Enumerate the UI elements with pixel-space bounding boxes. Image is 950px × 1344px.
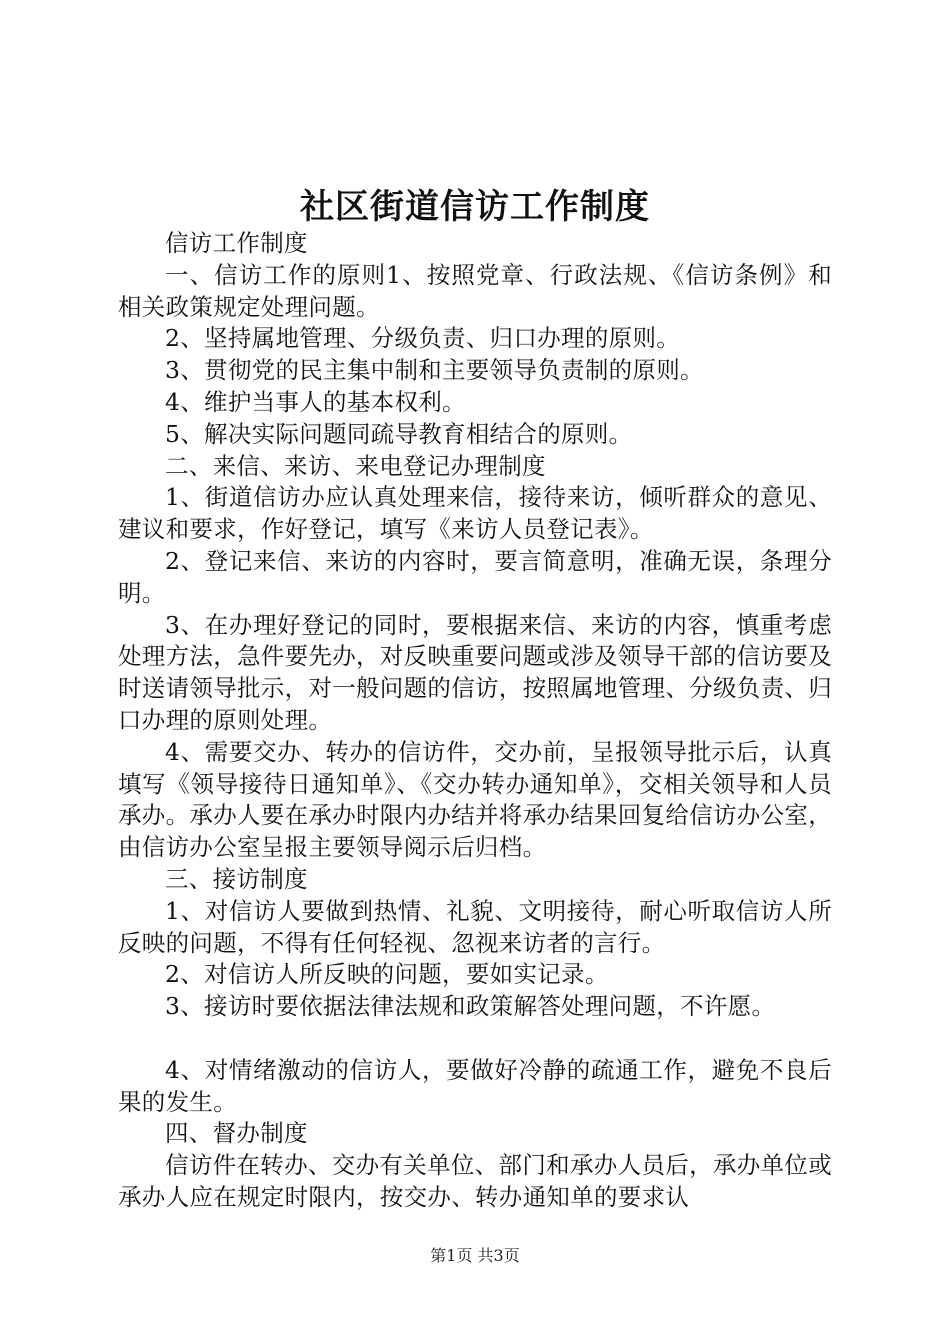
section-heading: 信访工作制度 <box>165 229 308 257</box>
page-number: 第1页 共3页 <box>430 1246 520 1265</box>
paragraph: 1、对信访人要做到热情、礼貌、文明接待，耐心听取信访人所反映的问题，不得有任何轻视、忽视来访者的言行。 <box>118 896 832 957</box>
paragraph: 3、在办理好登记的同时，要根据来信、来访的内容，慎重考虑处理方法，急件要先办，对反映重要问题或涉及领导干部的信访要及时送请领导批示，对一般问题的信访，按照属地管理、分级负责、归口办理的原则处理。 <box>118 610 832 734</box>
paragraph: 2、登记来信、来访的内容时，要言简意明，准确无误，条理分明。 <box>118 546 832 607</box>
paragraph: 2、坚持属地管理、分级负责、归口办理的原则。 <box>165 324 681 353</box>
section-heading: 四、督办制度 <box>165 1119 308 1148</box>
paragraph: 1、街道信访办应认真处理来信，接待来访，倾听群众的意见、建议和要求，作好登记，填写《来访人员登记表》。 <box>118 483 832 544</box>
paragraph: 信访件在转办、交办有关单位、部门和承办人员后，承办单位或承办人应在规定时限内，按交办、转办通知单的要求认 <box>118 1151 832 1211</box>
paragraph: 2、对信访人所反映的问题，要如实记录。 <box>165 960 609 989</box>
paragraph: 4、需要交办、转办的信访件，交办前，呈报领导批示后，认真填写《领导接待日通知单》、《交办转办通知单》，交相关领导和人员承办。承办人要在承办时限内办结并将承办结果回复给信访办公室，由信访办公室呈报主要领导阅示后归档。 <box>118 737 832 862</box>
paragraph: 4、对情绪激动的信访人，要做好冷静的疏通工作，避免不良后果的发生。 <box>118 1055 832 1116</box>
section-heading: 二、来信、来访、来电登记办理制度 <box>165 451 546 480</box>
paragraph: 3、接访时要依据法律法规和政策解答处理问题，不许愿。 <box>165 992 776 1021</box>
paragraph: 一、信访工作的原则1、按照党章、行政法规、《信访条例》和相关政策规定处理问题。 <box>118 260 832 321</box>
blank-line <box>118 1023 832 1055</box>
section-heading: 三、接访制度 <box>165 864 308 893</box>
paragraph: 3、贯彻党的民主集中制和主要领导负责制的原则。 <box>165 356 704 385</box>
paragraph: 4、维护当事人的基本权利。 <box>165 387 466 416</box>
document-body <box>118 228 832 1214</box>
paragraph: 5、解决实际问题同疏导教育相结合的原则。 <box>165 419 633 448</box>
document-title: 社区街道信访工作制度 <box>300 187 650 227</box>
